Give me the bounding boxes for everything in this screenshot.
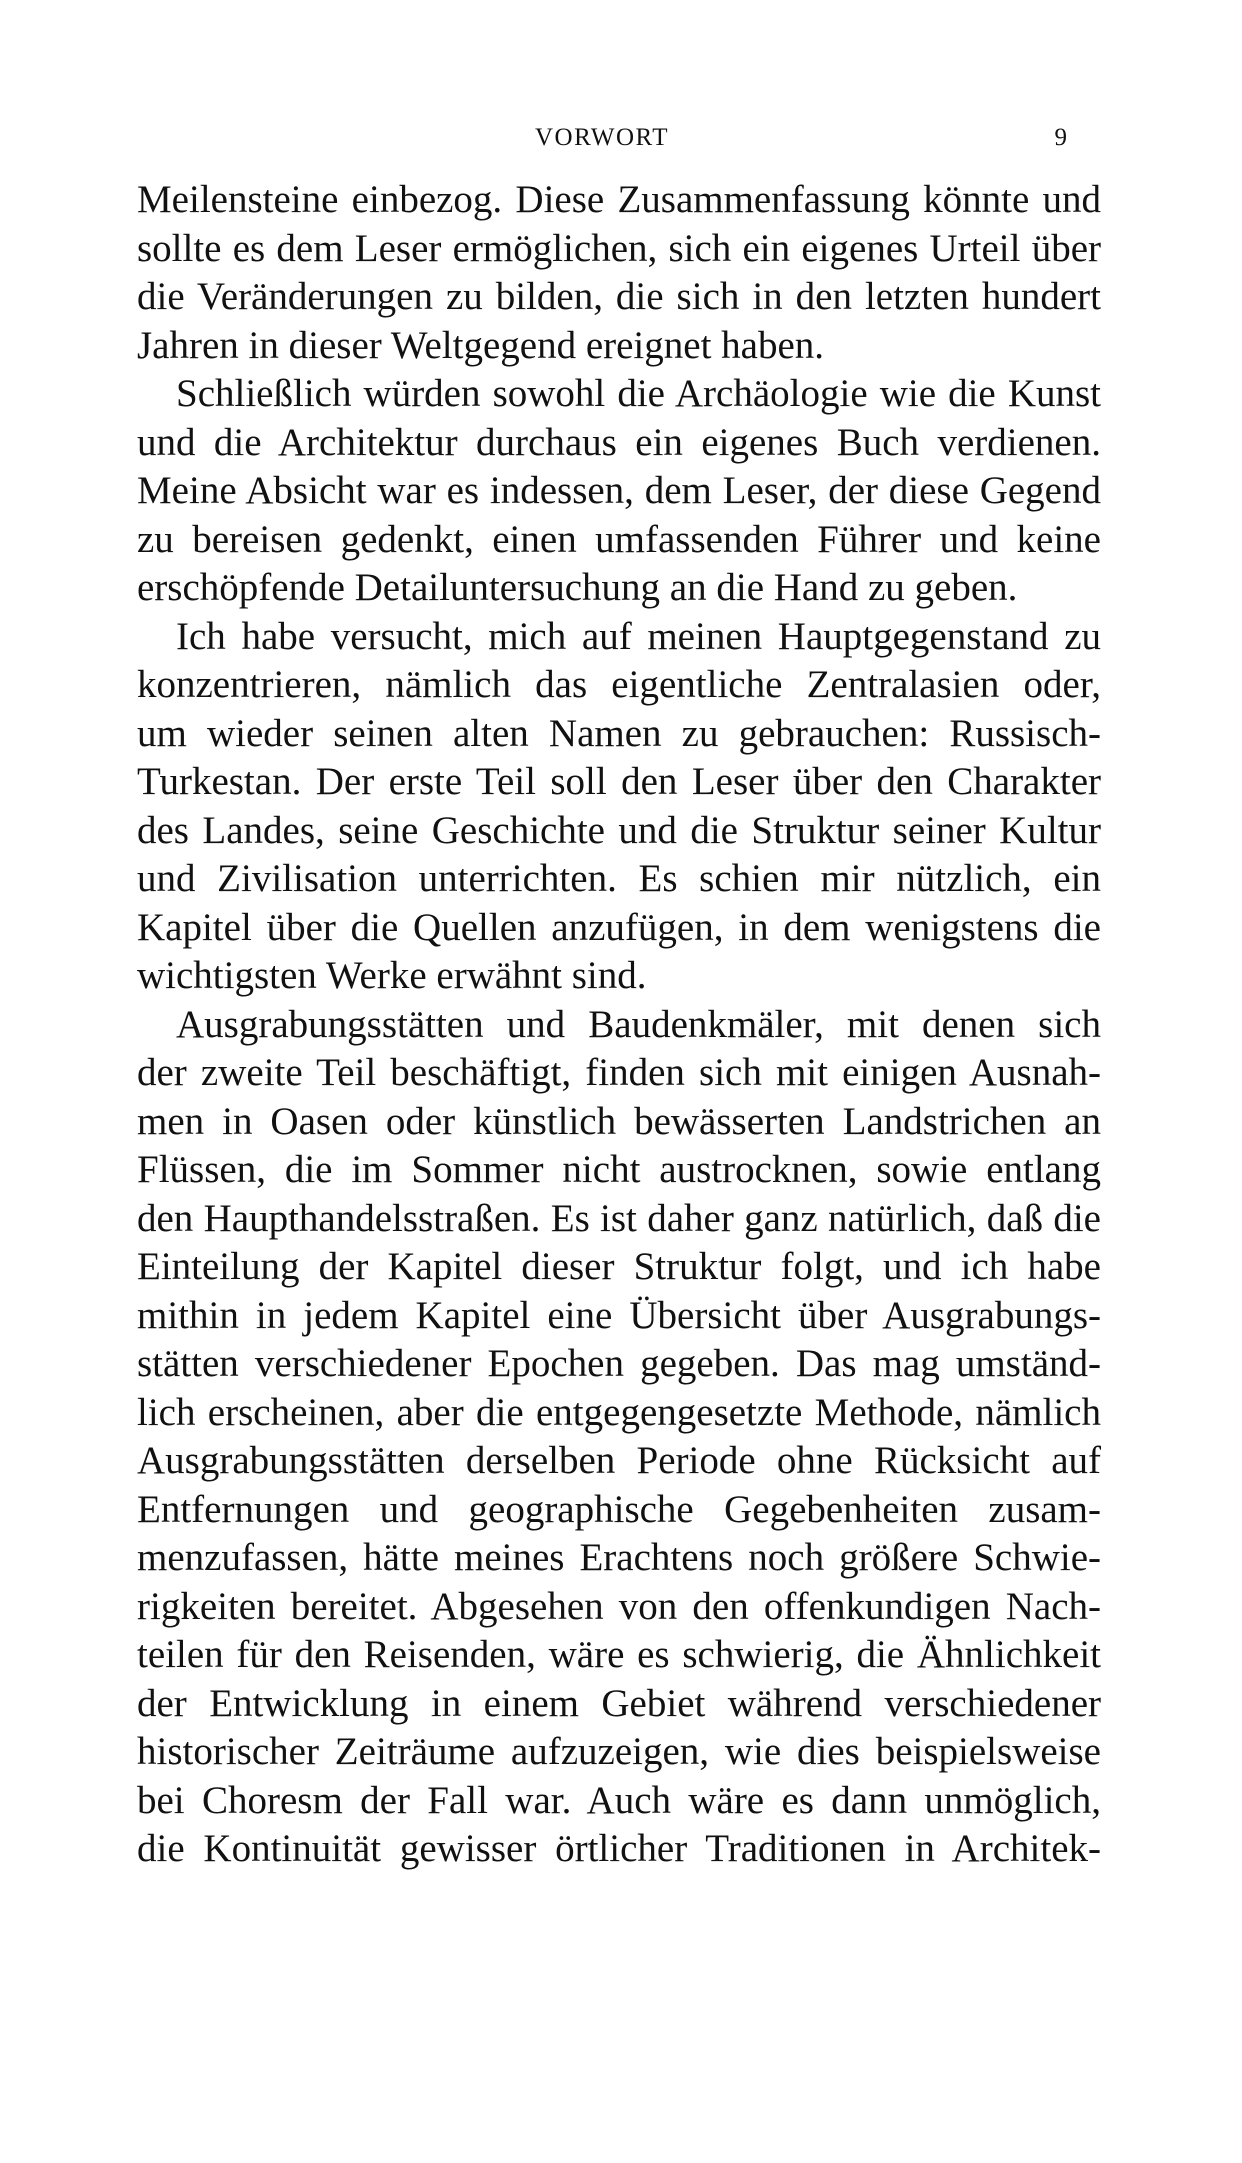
text-line: Turkestan. Der erste Teil soll den Leser über den Charakter xyxy=(137,760,1101,803)
text-line: der Entwicklung in einem Gebiet während verschiedener xyxy=(137,1681,1101,1725)
text-line: Entfernungen und geographische Gegebenheiten zusam- xyxy=(137,1487,1101,1531)
text-line: sollte es dem Leser ermöglichen, sich ein eigenes Urteil über xyxy=(137,226,1101,270)
text-line: teilen für den Reisenden, wäre es schwierig, die Ähnlichkeit xyxy=(137,1633,1101,1676)
text-line: um wieder seinen alten Namen zu gebrauchen: Russisch- xyxy=(137,711,1101,755)
text-line: lich erscheinen, aber die entgegengesetzte Methode, nämlich xyxy=(137,1390,1101,1434)
text-line: mithin in jedem Kapitel eine Übersicht über Ausgrabungs- xyxy=(137,1293,1101,1337)
text-line: Kapitel über die Quellen anzufügen, in dem wenigstens die xyxy=(137,905,1101,949)
paragraph xyxy=(137,1001,1101,1874)
text-line: wichtigsten Werke erwähnt sind. xyxy=(137,954,647,997)
text-line: des Landes, seine Geschichte und die Struktur seiner Kultur xyxy=(137,808,1101,852)
text-line: menzufassen, hätte meines Erachtens noch größere Schwie- xyxy=(137,1536,1101,1579)
text-line: Jahren in dieser Weltgegend ereignet haben. xyxy=(137,323,825,367)
text-line: stätten verschiedener Epochen gegeben. Das mag umständ- xyxy=(137,1342,1101,1385)
paragraph xyxy=(137,613,1101,1001)
text-line: Meilensteine einbezog. Diese Zusammenfassung könnte und xyxy=(137,178,1101,221)
text-line: Ausgrabungsstätten und Baudenkmäler, mit denen sich xyxy=(176,1002,1101,1046)
text-line: men in Oasen oder künstlich bewässerten Landstrichen an xyxy=(137,1099,1101,1143)
text-line: zu bereisen gedenkt, einen umfassenden Führer und keine xyxy=(137,517,1101,561)
text-line: der zweite Teil beschäftigt, finden sich mit einigen Ausnah- xyxy=(137,1051,1101,1094)
text-line: Flüssen, die im Sommer nicht austrocknen, sowie entlang xyxy=(137,1148,1101,1191)
text-line: die Veränderungen zu bilden, die sich in den letzten hundert xyxy=(137,275,1101,318)
running-head xyxy=(137,118,1067,158)
text-line: Meine Absicht war es indessen, dem Leser, der diese Gegend xyxy=(137,469,1101,512)
text-line: Ich habe versucht, mich auf meinen Hauptgegenstand zu xyxy=(176,614,1101,658)
text-line: den Haupthandelsstraßen. Es ist daher ganz natürlich, daß die xyxy=(137,1196,1101,1240)
text-line: Schließlich würden sowohl die Archäologie wie die Kunst xyxy=(176,372,1101,415)
running-title: VORWORT xyxy=(535,124,669,151)
paragraph xyxy=(137,370,1101,613)
text-line: und die Architektur durchaus ein eigenes Buch verdienen. xyxy=(137,420,1101,464)
page-number: 9 xyxy=(1054,124,1067,151)
text-line: historischer Zeiträume aufzuzeigen, wie dies beispielsweise xyxy=(137,1730,1101,1773)
text-line: bei Choresm der Fall war. Auch wäre es dann unmöglich, xyxy=(137,1778,1101,1822)
text-line: konzentrieren, nämlich das eigentliche Zentralasien oder, xyxy=(137,663,1101,706)
text-line: die Kontinuität gewisser örtlicher Traditionen in Architek- xyxy=(137,1827,1101,1870)
text-line: rigkeiten bereitet. Abgesehen von den offenkundigen Nach- xyxy=(137,1584,1101,1628)
paragraph xyxy=(137,176,1101,370)
text-line: erschöpfende Detailuntersuchung an die Hand zu geben. xyxy=(137,566,1018,609)
text-line: Einteilung der Kapitel dieser Struktur folgt, und ich habe xyxy=(137,1245,1101,1288)
text-line: und Zivilisation unterrichten. Es schien mir nützlich, ein xyxy=(137,857,1101,900)
text-line: Ausgrabungsstätten derselben Periode ohne Rücksicht auf xyxy=(137,1439,1101,1482)
body-text xyxy=(137,176,1101,1874)
